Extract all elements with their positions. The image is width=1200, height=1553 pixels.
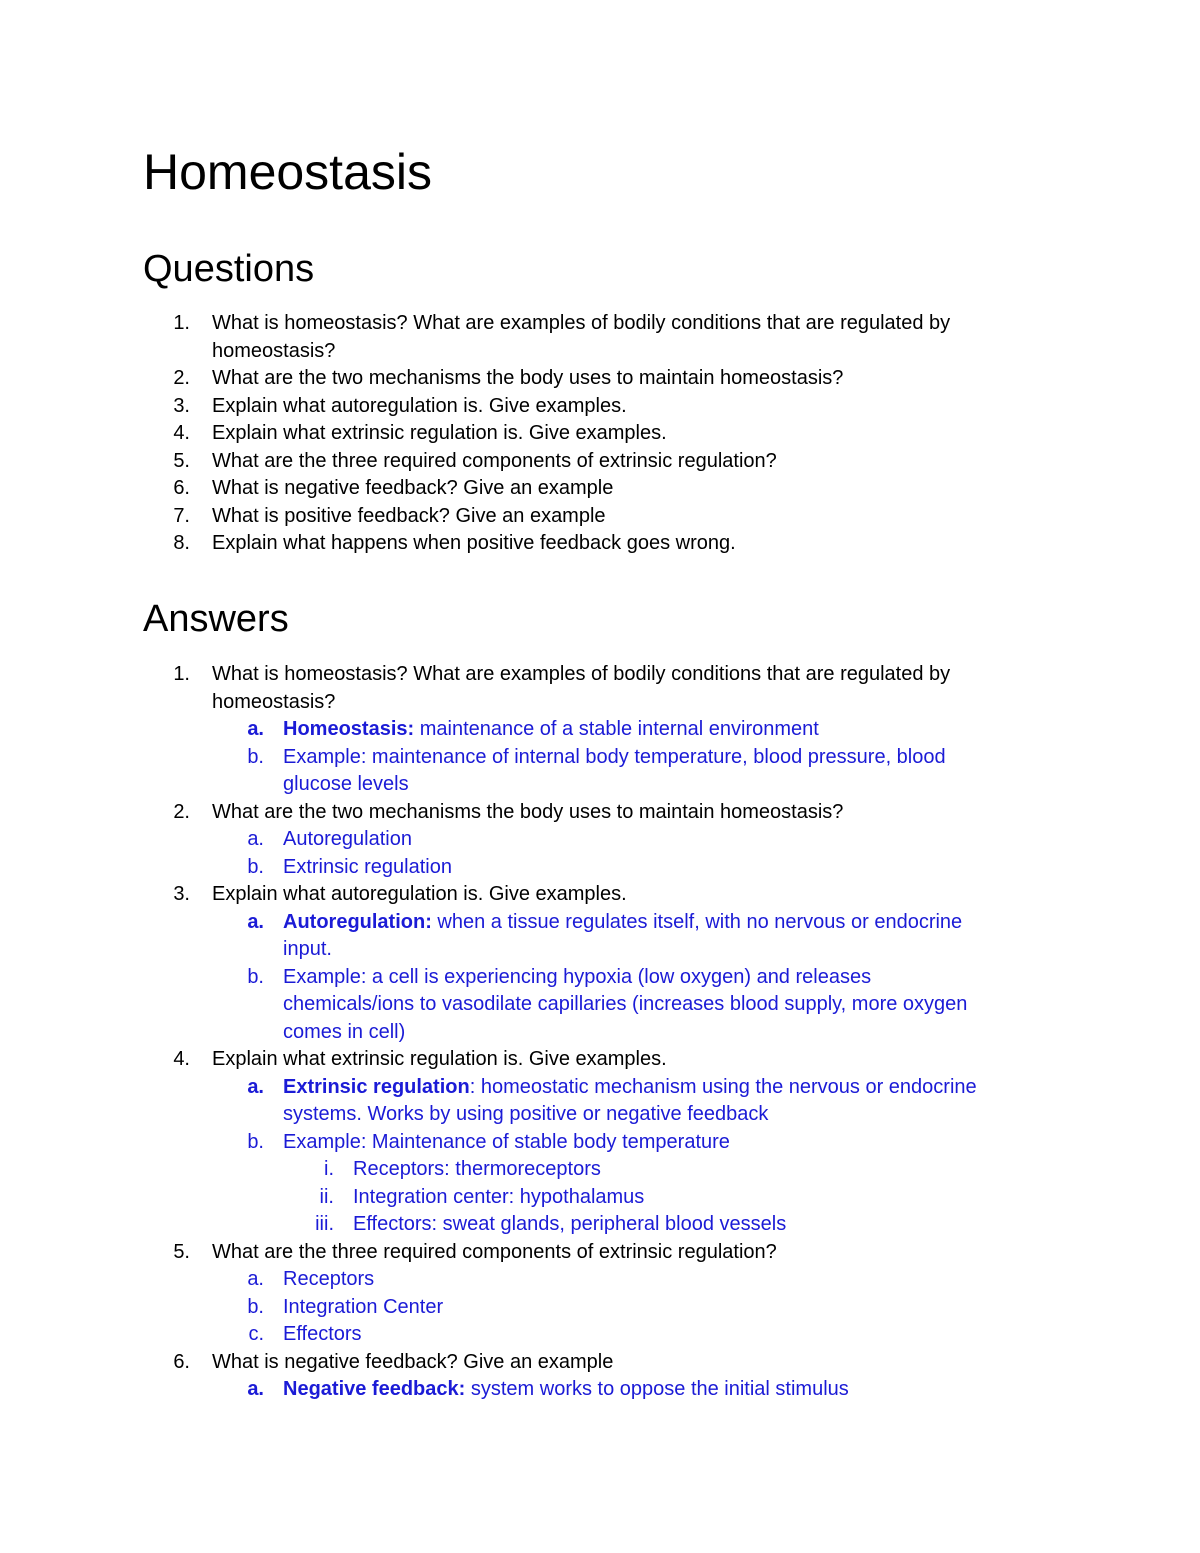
- list-marker: a.: [247, 1075, 264, 1098]
- list-item-text: comes in cell): [283, 1020, 406, 1043]
- list-marker: a.: [247, 1378, 264, 1400]
- list-item-text: Example: a cell is experiencing hypoxia (low oxygen) and releases: [283, 965, 872, 988]
- answer-definition: when a tissue regulates itself, with no nervous or endocrine: [431, 910, 963, 933]
- list-item-text: Explain what autoregulation is. Give examples.: [212, 394, 627, 417]
- list-marker: 6.: [173, 477, 190, 499]
- answer-term: Extrinsic regulation: [283, 1075, 470, 1098]
- list-item-text: Example: maintenance of internal body temperature, blood pressure, blood: [283, 745, 946, 768]
- answer-term: Homeostasis:: [283, 718, 415, 740]
- answer-definition: maintenance of a stable internal environment: [414, 718, 819, 740]
- list-marker: 5.: [173, 1240, 190, 1263]
- list-marker: i.: [324, 1158, 334, 1180]
- list-item-text: What is positive feedback? Give an example: [212, 504, 606, 527]
- list-item-text: Integration Center: [283, 1295, 444, 1318]
- answer-definition: : homeostatic mechanism using the nervous or endocrine: [469, 1075, 977, 1098]
- list-item-text: Explain what autoregulation is. Give examples.: [212, 883, 627, 905]
- list-item-text: Explain what extrinsic regulation is. Give examples.: [212, 1048, 667, 1070]
- list-item-text: What are the two mechanisms the body uses to maintain homeostasis?: [212, 367, 844, 389]
- list-item-text: glucose levels: [283, 773, 409, 795]
- list-marker: 4.: [173, 1048, 190, 1070]
- list-marker: 1.: [173, 312, 190, 334]
- list-marker: a.: [247, 910, 264, 933]
- list-item-text: chemicals/ions to vasodilate capillaries (increases blood supply, more oxygen: [283, 993, 968, 1015]
- list-marker: c.: [248, 1323, 264, 1345]
- list-marker: 5.: [173, 449, 190, 472]
- list-item-text: What is homeostasis? What are examples of bodily conditions that are regulated by: [212, 663, 951, 685]
- list-marker: 8.: [173, 532, 190, 554]
- list-item-text: homeostasis?: [212, 339, 336, 362]
- list-item-text: Receptors: [283, 1268, 375, 1290]
- list-item-text: Extrinsic regulation: [283, 855, 452, 878]
- list-marker: iii.: [315, 1213, 334, 1235]
- list-item-text: [283, 908, 962, 936]
- list-marker: b.: [247, 965, 264, 988]
- answer-definition: system works to oppose the initial stimulus: [465, 1378, 849, 1400]
- list-marker: b.: [247, 745, 264, 768]
- questions-heading: Questions: [143, 248, 315, 290]
- list-item-text: input.: [283, 938, 332, 960]
- list-item-text: systems. Works by using positive or negative feedback: [283, 1103, 769, 1125]
- list-item-text: Effectors: [283, 1323, 362, 1345]
- list-item-text: homeostasis?: [212, 690, 336, 713]
- answer-term: Autoregulation:: [283, 910, 432, 933]
- list-item-text: Explain what happens when positive feedback goes wrong.: [212, 532, 736, 554]
- list-marker: 4.: [173, 422, 190, 444]
- list-item-text: What is negative feedback? Give an example: [212, 477, 614, 499]
- answer-term: Negative feedback:: [283, 1378, 466, 1400]
- list-item-text: What are the two mechanisms the body uses to maintain homeostasis?: [212, 800, 844, 823]
- list-marker: a.: [247, 828, 264, 850]
- list-marker: b.: [247, 1130, 264, 1153]
- list-item-text: Effectors: sweat glands, peripheral blood vessels: [353, 1213, 787, 1235]
- list-item-text: What are the three required components of extrinsic regulation?: [212, 1240, 777, 1263]
- list-marker: 6.: [173, 1350, 190, 1373]
- list-item-text: What are the three required components of extrinsic regulation?: [212, 449, 777, 472]
- list-item-text: What is negative feedback? Give an example: [212, 1350, 614, 1373]
- list-item-text: Explain what extrinsic regulation is. Give examples.: [212, 422, 667, 444]
- document-title: Homeostasis: [143, 144, 432, 200]
- list-marker: 2.: [173, 800, 190, 823]
- list-item-text: Example: Maintenance of stable body temperature: [283, 1130, 730, 1153]
- list-item-text: [283, 1073, 977, 1101]
- list-item-text: Integration center: hypothalamus: [353, 1185, 645, 1208]
- list-marker: ii.: [319, 1185, 334, 1208]
- list-marker: 3.: [173, 394, 190, 417]
- list-marker: a.: [247, 718, 264, 740]
- list-item-text: Receptors: thermoreceptors: [353, 1158, 601, 1180]
- list-marker: 7.: [173, 504, 190, 527]
- list-marker: a.: [247, 1268, 264, 1290]
- list-item-text: What is homeostasis? What are examples of bodily conditions that are regulated by: [212, 312, 951, 334]
- list-item-text: Autoregulation: [283, 828, 412, 850]
- answers-heading: Answers: [143, 598, 289, 640]
- list-marker: b.: [247, 855, 264, 878]
- list-marker: 3.: [173, 883, 190, 905]
- list-item-text: [283, 1375, 849, 1403]
- list-item-text: [283, 715, 819, 743]
- list-marker: b.: [247, 1295, 264, 1318]
- list-marker: 1.: [173, 663, 190, 685]
- list-marker: 2.: [173, 367, 190, 389]
